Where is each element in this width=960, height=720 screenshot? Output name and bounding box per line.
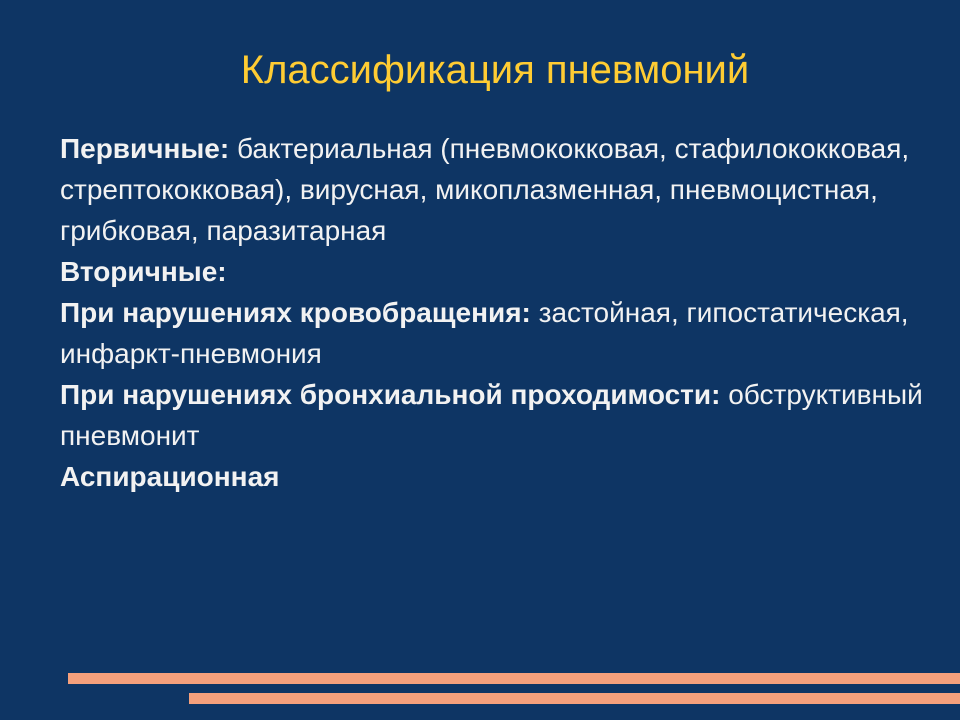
bronchial-text: обструктивный пневмонит [60, 379, 923, 451]
accent-bar-bottom [189, 693, 960, 704]
primary-text: бактериальная (пневмококковая, стафилококковая, стрептококковая), вирусная, микоплазменная, пневмоцистная, грибковая, паразитарная [60, 133, 910, 246]
primary-heading: Первичные: [60, 133, 230, 164]
bronchial-paragraph [60, 374, 940, 456]
secondary-paragraph [60, 251, 940, 292]
circulation-paragraph [60, 292, 940, 374]
primary-paragraph [60, 128, 940, 251]
secondary-heading: Вторичные: [60, 256, 227, 287]
circulation-text: застойная, гипостатическая, инфаркт-пневмония [60, 297, 909, 369]
circulation-heading: При нарушениях кровобращения: [60, 297, 531, 328]
aspiration-heading: Аспирационная [60, 461, 280, 492]
aspiration-paragraph [60, 456, 940, 497]
slide-content [60, 128, 940, 497]
bronchial-heading: При нарушениях бронхиальной проходимости: [60, 379, 721, 410]
accent-bar-top [68, 673, 960, 684]
slide-title: Классификация пневмоний [240, 48, 750, 92]
